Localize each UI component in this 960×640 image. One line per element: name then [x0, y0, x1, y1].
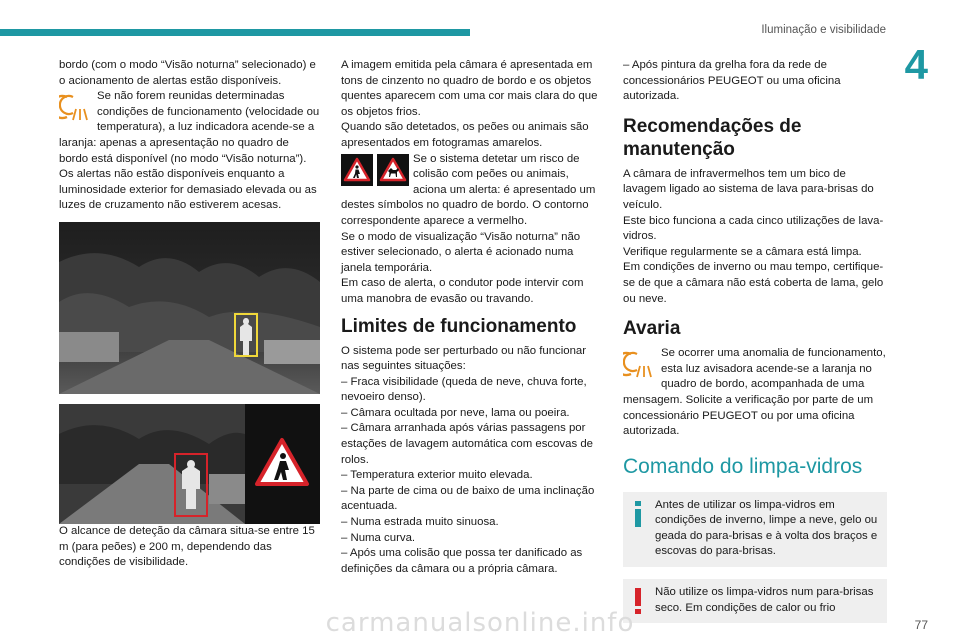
chapter-section-heading: Comando do limpa-vidros	[623, 454, 863, 478]
paragraph: A câmara de infravermelhos tem um bico de lavagem ligado ao sistema de lava para-brisas do veículo.	[623, 167, 874, 211]
list-item: – Câmara arranhada após várias passagens por estações de lavagem automática com escovas de rolos.	[341, 422, 593, 466]
list-item: – Numa curva.	[341, 531, 416, 544]
list-item: – Após pintura da grelha fora da rede de concessionários PEUGEOT ou uma oficina autorizada.	[623, 59, 841, 103]
paragraph: A imagem emitida pela câmara é apresentada em tons de cinzento no quadro de bordo e os objetos quentes aparecem com uma cor mais clara do que os objetos frios.	[341, 59, 598, 118]
info-icon	[633, 501, 643, 527]
watermark: carmanualsonline.info	[325, 608, 635, 638]
paragraph: Em condições de inverno ou mau tempo, certifique-se de que a câmara não está coberta de lama, gelo ou neve.	[623, 261, 884, 305]
note-text: Antes de utilizar os limpa-vidros em condições de inverno, limpe a neve, gelo ou geada do para-brisas e à volta dos braços e escovas do para-brisas.	[655, 498, 878, 558]
section-heading: Avaria	[623, 318, 681, 340]
paragraph: Se o modo de visualização “Visão noturna” não estiver selecionado, o alerta é acionado numa janela temporária.	[341, 230, 581, 274]
night-vision-warning-icon	[623, 348, 655, 380]
paragraph: O sistema pode ser perturbado ou não funcionar nas seguintes situações:	[341, 344, 587, 373]
photo-caption: O alcance de deteção da câmara situa-se entre 15 m (para peões) e 200 m, dependendo das condições de visibilidade.	[59, 524, 315, 569]
column-1	[59, 58, 321, 571]
alert-symbols-paragraph	[341, 152, 605, 230]
page-number: 77	[914, 618, 928, 632]
animal-alert-icon	[377, 154, 409, 186]
paragraph: Verifique regularmente se a câmara está limpa.	[623, 245, 862, 258]
list-item: – Na parte de cima ou de baixo de uma inclinação acentuada.	[341, 484, 595, 513]
fault-paragraph	[623, 346, 887, 440]
paragraph: Quando são detetados, os peões ou animais são apresentados em fotogramas amarelos.	[341, 121, 589, 149]
running-title: Iluminação e visibilidade	[761, 24, 886, 36]
info-note	[623, 492, 887, 567]
night-vision-warning-icon	[59, 91, 91, 123]
section-heading: Limites de funcionamento	[341, 315, 577, 337]
list-item: – Fraca visibilidade (queda de neve, chuva forte, nevoeiro denso).	[341, 375, 587, 404]
list-item: – Câmara ocultada por neve, lama ou poeira.	[341, 406, 570, 419]
pedestrian-alert-icon	[341, 154, 373, 186]
paragraph: Se ocorrer uma anomalia de funcionamento, esta luz avisadora acende-se a laranja no quadro de bordo, acompanhada de uma mensagem. Solicite a verificação por parte de um concessionário PEUGEOT ou por uma oficina autorizada.	[623, 347, 886, 438]
paragraph: Os alertas não estão disponíveis enquanto a luminosidade exterior for demasiado elevada ou as luzes de cruzamento não estiverem acesas.	[59, 168, 317, 212]
paragraph: Se não forem reunidas determinadas condições de funcionamento (velocidade ou temperatura), a luz indicadora acende-se a laranja: apenas a apresentação no quadro de bordo está disponível (no modo “Visão noturna”).	[59, 90, 320, 165]
chapter-number: 4	[904, 41, 928, 88]
warning-note	[59, 89, 321, 167]
paragraph: bordo (com o modo “Visão noturna” selecionado) e o acionamento de alertas estão disponíveis.	[59, 59, 316, 87]
header-accent-bar	[0, 29, 470, 36]
night-vision-photo-pedestrian	[59, 222, 320, 394]
night-vision-photo-alert	[59, 404, 320, 524]
column-2	[341, 58, 605, 577]
paragraph: Em caso de alerta, o condutor pode intervir com uma manobra de evasão ou travando.	[341, 277, 584, 305]
list-item: – Após uma colisão que possa ter danificado as definições da câmara ou a própria câmara.	[341, 547, 583, 575]
section-heading: Recomendações de manutenção	[623, 115, 802, 160]
list-item: – Temperatura exterior muito elevada.	[341, 469, 533, 482]
paragraph: Este bico funciona a cada cinco utilizações de lava-vidros.	[623, 214, 884, 243]
column-3	[623, 58, 887, 623]
list-item: – Numa estrada muito sinuosa.	[341, 516, 499, 529]
note-text: Não utilize os limpa-vidros num para-brisas seco. Em condições de calor ou frio	[655, 586, 874, 614]
paragraph: Se o sistema detetar um risco de colisão com peões ou animais, aciona um alerta: é apresentado um destes símbolos no quadro de bordo. O contorno correspondente aparece a vermelho.	[341, 152, 596, 227]
